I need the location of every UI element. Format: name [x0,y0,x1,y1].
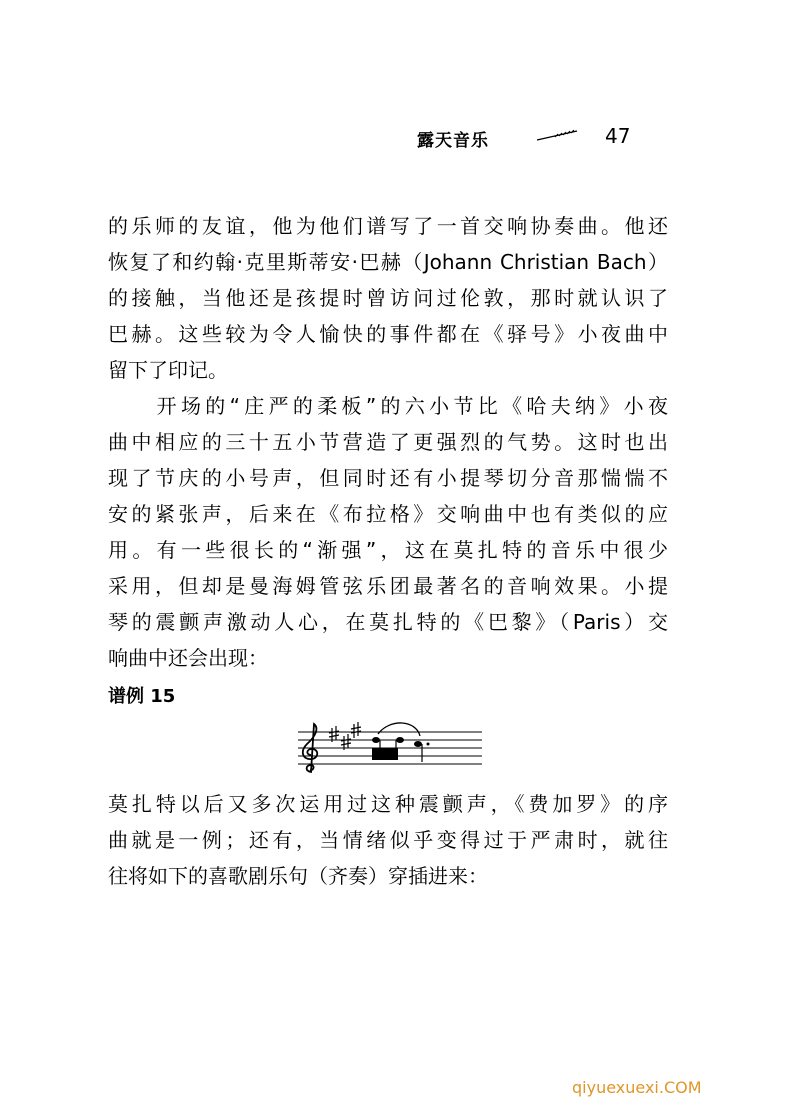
site-watermark [572,1078,702,1097]
text-line: 开场的“庄严的柔板”的六小节比《哈夫纳》小夜 [108,394,668,418]
text-line: 用。有一些很长的“渐强”，这在莫扎特的音乐中很少 [108,538,668,562]
text-line: 的接触，当他还是孩提时曾访问过伦敦，那时就认识了 [108,286,668,310]
text-line: 曲中相应的三十五小节营造了更强烈的气势。这时也出 [108,430,668,454]
text-line: 安的紧张声，后来在《布拉格》交响曲中也有类似的应 [108,502,668,526]
text-line: 琴的震颤声激动人心，在莫扎特的《巴黎》（Paris）交 [108,610,668,634]
text-line: 留下了印记。 [108,358,228,382]
paragraph-2 [108,388,668,676]
page-number: 47 [605,124,631,148]
text-line: 响曲中还会出现： [108,646,268,670]
header-title: 露天音乐 [417,131,489,151]
text-line: 曲就是一例；还有，当情绪似乎变得过于严肃时，就往 [108,828,668,852]
paragraph-3 [108,786,668,894]
text-line: 恢复了和约翰·克里斯蒂安·巴赫（Johann Christian Bach） [108,250,668,274]
music-score-icon [292,722,484,776]
text-line: 往将如下的喜歌剧乐句（齐奏）穿插进来： [108,864,488,888]
text-line: 现了节庆的小号声，但同时还有小提琴切分音那惴惴不 [108,466,668,490]
watermark-text: qiyuexuexi.COM [572,1078,702,1097]
text-line: 的乐师的友谊，他为他们谱写了一首交响协奏曲。他还 [108,214,668,238]
paragraph-1 [108,208,668,388]
example-label: 谱例 15 [108,686,176,707]
quill-ornament-icon [535,128,579,142]
text-line: 巴赫。这些较为令人愉快的事件都在《驿号》小夜曲中 [108,322,668,346]
text-line: 莫扎特以后又多次运用过这种震颤声，《费加罗》的序 [108,792,668,816]
running-header [0,124,794,154]
text-line: 采用，但却是曼海姆管弦乐团最著名的音响效果。小提 [108,574,668,598]
